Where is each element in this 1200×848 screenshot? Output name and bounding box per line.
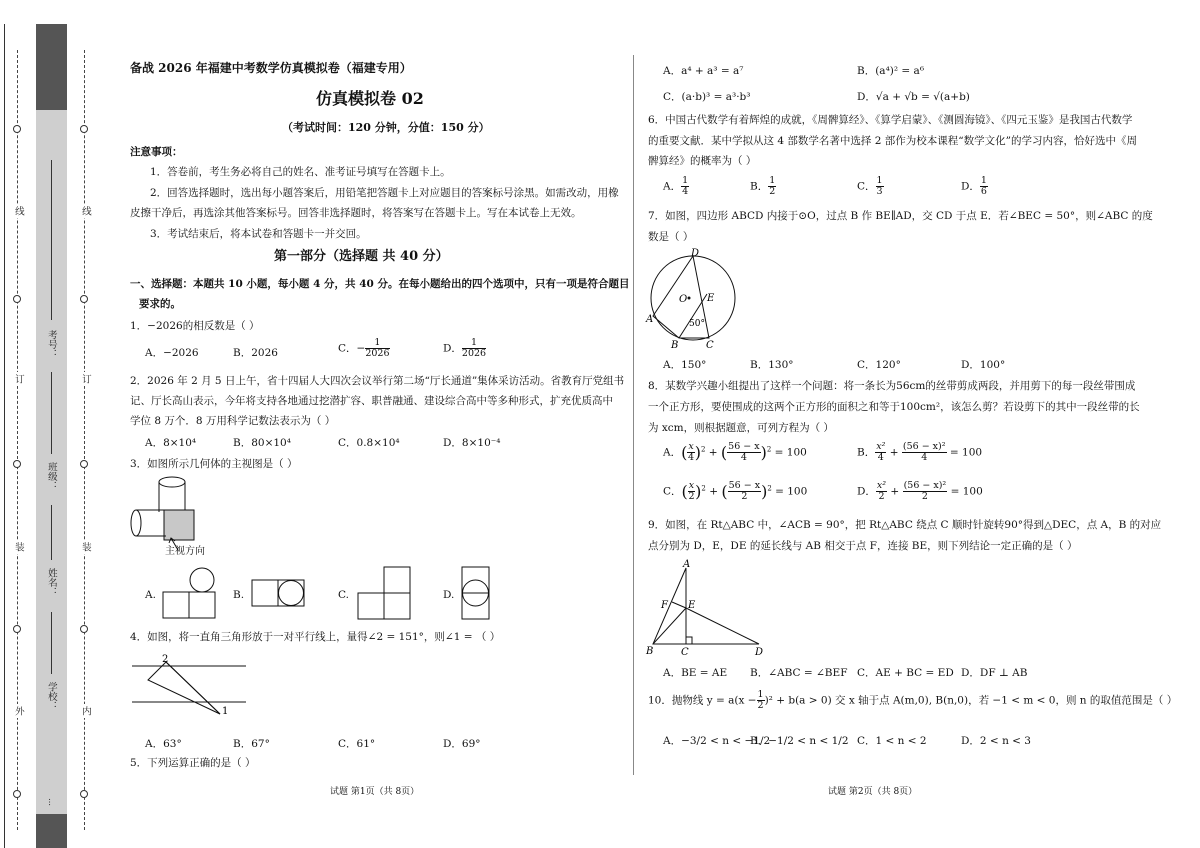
q1-option-c-label: C．−: [338, 342, 366, 355]
q3-option-a-figure: [160, 566, 220, 622]
q5-option-c[interactable]: C．(a·b)³ = a³·b³: [663, 91, 751, 103]
notes-heading: 注意事项：: [130, 146, 183, 158]
q1-option-c-fraction: $\frac{1}{2026}$: [365, 337, 390, 359]
q7-stem-cont: 数是（ ）: [648, 231, 694, 243]
field-exam-number-line[interactable]: [51, 160, 52, 320]
note-item: 皮擦干净后，再选涂其他答案标号。回答非选择题时，将答案写在答题卡上。写在本试卷上无效。: [130, 207, 582, 219]
footer-page-2: 试题 第2页（共 8页）: [828, 787, 918, 797]
section-title: 第一部分（选择题 共 40 分）: [274, 249, 449, 264]
binding-label-bind: 订: [79, 374, 91, 384]
q10-option-d[interactable]: D．2 < n < 3: [961, 735, 1031, 747]
q6-option-b[interactable]: B． $\frac{1}{2}$: [750, 175, 776, 197]
q6-option-d[interactable]: D． $\frac{1}{6}$: [961, 175, 987, 197]
q4-option-b[interactable]: B．67°: [233, 738, 270, 750]
q5-stem: 5．下列运算正确的是（ ）: [130, 757, 256, 769]
q9-triangle-figure: [643, 558, 768, 658]
field-name-line[interactable]: [51, 505, 52, 560]
q6-option-c[interactable]: C． $\frac{1}{3}$: [857, 175, 883, 197]
svg-text:50°: 50°: [689, 319, 705, 329]
q8-option-b[interactable]: B． $\frac{\text{x²}}{4}$ + $\frac{\text{(56 − x)²}}{4}$ = 100: [857, 441, 983, 463]
q9-option-c[interactable]: C．AE + BC = ED: [857, 667, 954, 679]
svg-text:A: A: [646, 314, 654, 325]
q3-option-b[interactable]: B.: [233, 589, 245, 601]
q4-angle-1-label: 1: [222, 706, 229, 717]
binding-dots: …: [46, 798, 56, 806]
q8-option-d[interactable]: D． $\frac{\text{x²}}{2}$ + $\frac{\text{(56 − x)²}}{2}$ = 100: [857, 480, 983, 502]
q1-option-d-label: D．: [443, 342, 462, 355]
q4-parallel-lines-figure: [128, 652, 250, 724]
q1-option-c[interactable]: [338, 338, 390, 359]
q7-option-a[interactable]: A．150°: [663, 359, 707, 371]
q4-option-d[interactable]: D．69°: [443, 738, 481, 750]
q1-option-a[interactable]: A．−2026: [145, 347, 199, 359]
binding-label-inner: 内: [79, 706, 91, 716]
q10-option-c[interactable]: C．1 < n < 2: [857, 735, 927, 747]
q4-option-c[interactable]: C．61°: [338, 738, 376, 750]
q8-stem-line: 一个正方形，要使围成的这两个正方形的面积之和等于100cm²，该怎么剪？若设剪下的其中一段丝带的长: [648, 401, 1140, 413]
note-item: 2．回答选择题时，选出每小题答案后，用铅笔把答题卡上对应题目的答案标号涂黑。如需改动，用橡: [150, 187, 619, 199]
q2-stem-line: 学位 8 万个．8 万用科学记数法表示为（ ）: [130, 415, 336, 427]
q3-option-d[interactable]: D.: [443, 589, 455, 601]
binding-label-outer: 外: [12, 706, 24, 716]
q2-option-d[interactable]: D．8×10⁻⁴: [443, 437, 501, 449]
q3-view-direction-label: 主视方向: [165, 546, 205, 557]
binding-hole-icon: [80, 790, 88, 798]
svg-text:D: D: [691, 248, 700, 259]
q3-option-b-figure: [250, 578, 310, 610]
q8-option-c[interactable]: C．( $\frac{x}{2}$ )$^2$ + ( $\frac{56 - x}{2}$ )$^2$ = 100: [663, 480, 808, 503]
binding-hole-icon: [13, 790, 21, 798]
q4-stem: 4．如图，将一直角三角形放于一对平行线上，量得∠2 = 151°，则∠1 = （ ）: [130, 631, 501, 643]
field-name: 姓名：: [45, 568, 57, 597]
q7-option-b[interactable]: B．130°: [750, 359, 794, 371]
q7-option-c[interactable]: C．120°: [857, 359, 901, 371]
binding-hole-icon: [13, 125, 21, 133]
q9-option-b[interactable]: B．∠ABC = ∠BEF: [750, 667, 848, 679]
q3-option-d-figure: [459, 566, 493, 622]
q4-option-a[interactable]: A．63°: [145, 738, 182, 750]
svg-text:C: C: [706, 340, 714, 350]
binding-hole-icon: [13, 460, 21, 468]
q7-option-d[interactable]: D．100°: [961, 359, 1006, 371]
q2-stem-line: 记、厅长高山表示，今年将支持各地通过挖潜扩容、职普融通、建设综合高中等多种形式，扩充优质高中: [130, 395, 613, 407]
binding-hole-icon: [80, 625, 88, 633]
binding-label-line: 线: [79, 206, 91, 216]
q8-stem-line: 为 xcm，则根据题意，可列方程为（ ）: [648, 422, 834, 434]
binding-hole-icon: [80, 295, 88, 303]
field-exam-number: 考号：: [45, 330, 57, 359]
q8-stem-line: 8．某数学兴趣小组提出了这样一个问题：将一条长为56cm的丝带剪成两段，并用剪下的每一段丝带围成: [648, 380, 1136, 392]
q9-option-a[interactable]: A．BE = AE: [663, 667, 728, 679]
svg-text:E: E: [688, 600, 696, 611]
binding-label-bind: 订: [12, 374, 24, 384]
binding-label-pack: 装: [79, 542, 91, 552]
page-divider: [633, 55, 634, 775]
q5-option-a[interactable]: A．a⁴ + a³ = a⁷: [663, 65, 744, 77]
q6-stem-line: 髀算经》的概率为（ ）: [648, 155, 757, 167]
svg-text:E: E: [707, 293, 715, 304]
binding-label-line: 线: [12, 206, 24, 216]
binding-hole-icon: [13, 295, 21, 303]
binding-hole-icon: [80, 125, 88, 133]
q10-option-b[interactable]: B．−1/2 < n < 1/2: [750, 735, 849, 747]
section-instruction-cont: 要求的。: [139, 298, 181, 310]
binding-hole-icon: [80, 460, 88, 468]
note-item: 1．答卷前，考生务必将自己的姓名、准考证号填写在答题卡上。: [150, 166, 451, 178]
q1-option-b[interactable]: B．2026: [233, 347, 278, 359]
q2-option-c[interactable]: C．0.8×10⁴: [338, 437, 400, 449]
q4-angle-2-label: 2: [162, 654, 169, 665]
q3-option-c-figure: [355, 566, 415, 622]
svg-text:B: B: [646, 646, 654, 657]
svg-text:B: B: [671, 340, 679, 350]
q9-stem: 9．如图，在 Rt△ABC 中，∠ACB = 90°，把 Rt△ABC 绕点 C 顺时针旋转90°得到△DEC，点 A，B 的对应: [648, 519, 1162, 531]
q2-stem-line: 2．2026 年 2 月 5 日上午，省十四届人大四次会议举行第二场“厅长通道”集体采访活动。省教育厅党组书: [130, 375, 625, 387]
q3-option-a[interactable]: A.: [145, 589, 156, 601]
q6-stem-line: 6．中国古代数学有着辉煌的成就，《周髀算经》、《算学启蒙》、《测圆海镜》、《四元玉鉴》是我国古代数学: [648, 114, 1133, 126]
q6-stem-line: 的重要文献．某中学拟从这 4 部数学名著中选择 2 部作为校本课程“数学文化”的学习内容，恰好选中《周: [648, 135, 1137, 147]
svg-text:F: F: [661, 600, 668, 611]
q5-option-d[interactable]: D．√a + √b = √(a+b): [857, 91, 970, 103]
note-item: 3．考试结束后，将本试卷和答题卡一并交回。: [150, 228, 367, 240]
field-school: 学校：: [45, 682, 57, 711]
section-instruction: 一、选择题：本题共 10 小题，每小题 4 分，共 40 分。在每小题给出的四个选项中，只有一项是符合题目: [130, 278, 630, 290]
svg-text:D: D: [755, 647, 764, 658]
q2-option-b[interactable]: B．80×10⁴: [233, 437, 291, 449]
q6-option-a[interactable]: A． $\frac{1}{4}$: [663, 175, 689, 197]
footer-page-1: 试题 第1页（共 8页）: [330, 787, 420, 797]
svg-text:O: O: [679, 294, 688, 305]
q8-option-a[interactable]: A．( $\frac{x}{4}$ )$^2$ + ( $\frac{56 - x}{4}$ )$^2$ = 100: [663, 441, 807, 464]
q1-option-d-fraction: $\frac{1}{2026}$: [461, 337, 487, 359]
series-title: 备战 2026 年福建中考数学仿真模拟卷（福建专用）: [130, 61, 412, 75]
q10-stem: 10．抛物线 y = a(x − $\frac{1}{2}$ )² + b(a > 0) 交 x 轴于点 A(m,0), B(n,0)，若 −1 < m < 0，则 n 的取值范围是（ ）: [648, 689, 1178, 711]
q9-stem-cont: 点分别为 D，E，DE 的延长线与 AB 相交于点 F，连接 BE，则下列结论一定正确的是（ ）: [648, 540, 1078, 552]
q3-stem: 3．如图所示几何体的主视图是（ ）: [130, 458, 298, 470]
binding-hole-icon: [13, 625, 21, 633]
svg-text:A: A: [683, 559, 691, 570]
q7-stem: 7．如图，四边形 ABCD 内接于⊙O，过点 B 作 BE∥AD，交 CD 于点 E．若∠BEC = 50°，则∠ABC 的度: [648, 210, 1153, 222]
field-class-line[interactable]: [51, 372, 52, 454]
binding-label-pack: 装: [12, 542, 24, 552]
q5-option-b[interactable]: B．(a⁴)² = a⁶: [857, 65, 925, 77]
field-school-line[interactable]: [51, 612, 52, 674]
q9-option-d[interactable]: D．DF ⊥ AB: [961, 667, 1028, 679]
q1-option-d[interactable]: [443, 338, 486, 359]
q1-stem: 1．−2026的相反数是（ ）: [130, 320, 260, 332]
svg-text:C: C: [681, 647, 689, 658]
q3-option-c[interactable]: C.: [338, 589, 349, 601]
q10-option-a[interactable]: A．−3/2 < n < −1/2: [663, 735, 771, 747]
page-title: 仿真模拟卷 02: [316, 89, 424, 108]
q7-circle-figure: [643, 246, 743, 350]
q2-option-a[interactable]: A．8×10⁴: [145, 437, 197, 449]
field-class: 班级：: [45, 462, 57, 491]
exam-info: （考试时间：120 分钟，分值：150 分）: [282, 121, 490, 134]
